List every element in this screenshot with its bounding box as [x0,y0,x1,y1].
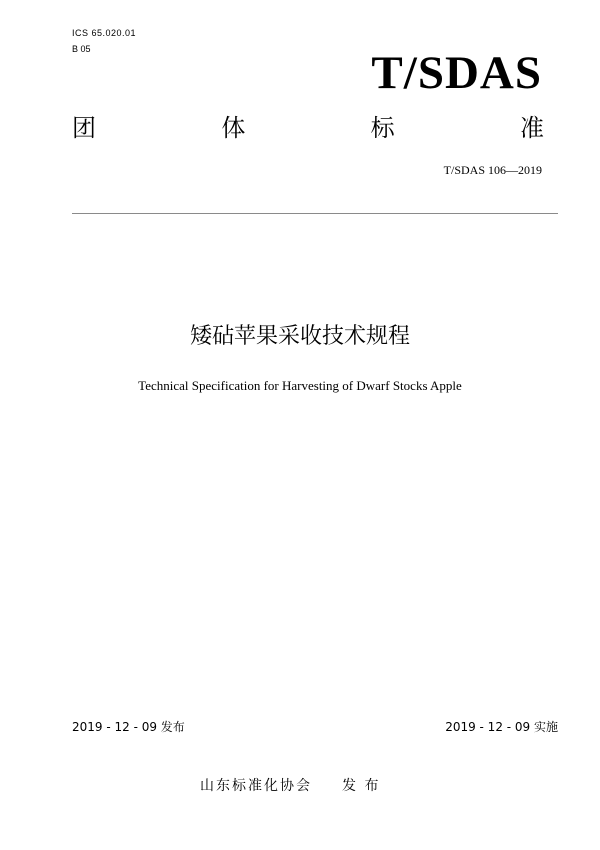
issuer-action: 发 布 [342,778,381,794]
issue-date: 2019 - 12 - 09 发布 [72,720,185,734]
standard-type [72,116,544,140]
implementation-date: 2019 - 12 - 09 实施 [445,720,558,734]
standard-type-char: 团 [72,114,96,142]
title-english: Technical Specification for Harvesting of Dwarf Stocks Apple [138,378,462,393]
ccs-code: B 05 [72,44,91,54]
issuer-name: 山东标准化协会 [200,778,312,794]
standard-number: T/SDAS 106—2019 [443,163,542,177]
standard-type-char: 准 [519,114,544,142]
header-divider [72,213,558,214]
standard-type-char: 标 [370,114,395,142]
issuer [200,775,380,795]
standard-type-char: 体 [221,114,246,142]
ics-code: ICS 65.020.01 [72,28,137,38]
organization-code: T/SDAS [371,47,542,99]
title-chinese: 矮砧苹果采收技术规程 [189,324,410,349]
